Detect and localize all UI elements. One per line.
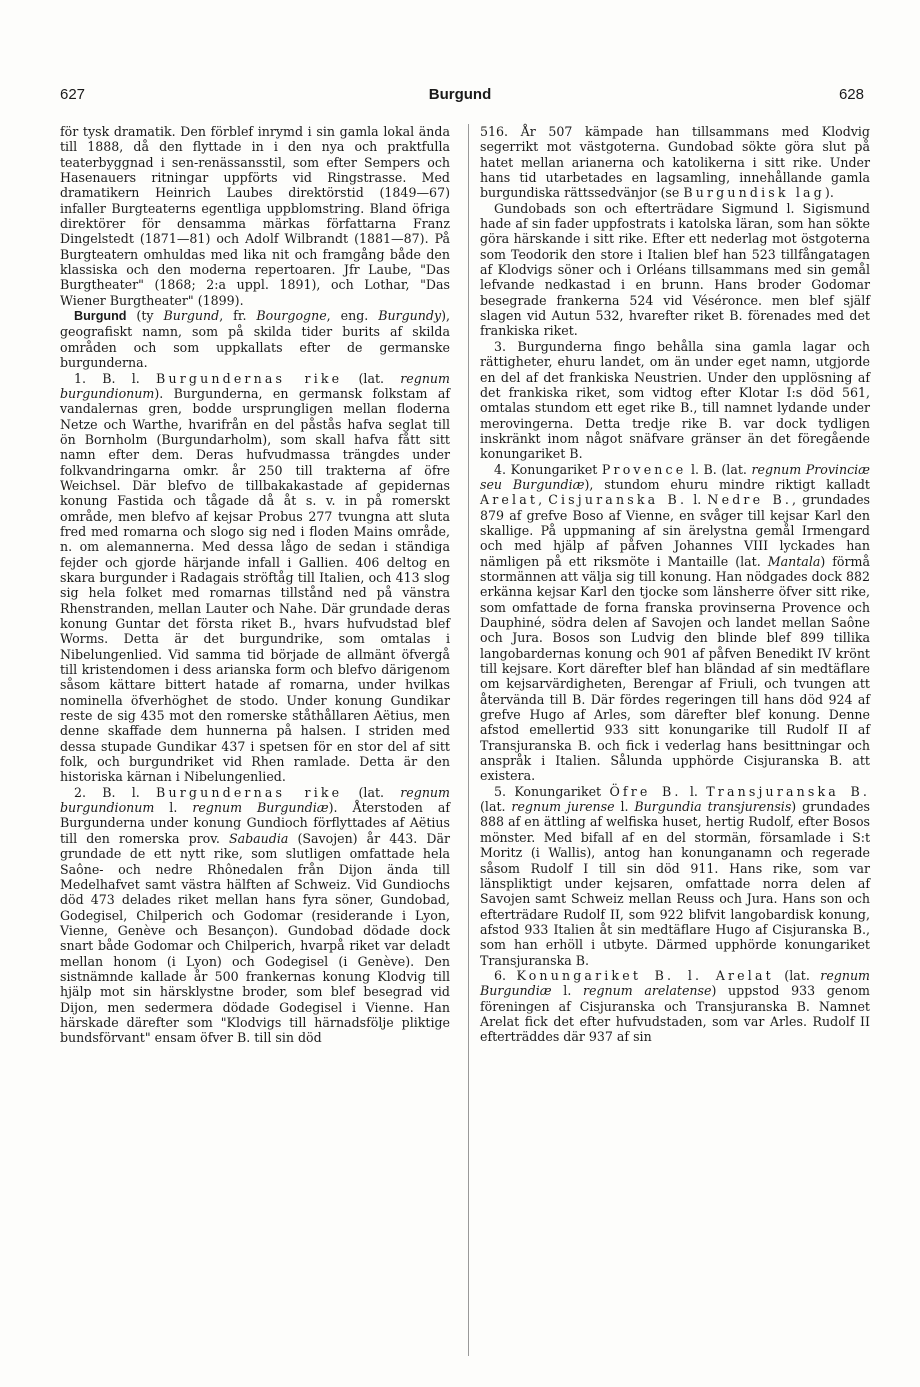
italic-run: regnum jurense — [511, 799, 615, 815]
entry-burgund — [60, 308, 450, 370]
section-2-continued — [480, 124, 870, 201]
italic-run: regnum Burgundiæ — [480, 967, 870, 999]
spaced-term: Burgundernas rike — [156, 370, 343, 386]
text-run: , — [538, 492, 549, 508]
text-run: l. — [687, 492, 708, 508]
text-run: 4. Konungariket — [494, 461, 602, 477]
italic-run: regnum Burgundiæ — [192, 800, 329, 816]
text-run: 2. B. l. — [74, 784, 157, 800]
text-run: l. — [551, 983, 584, 999]
spaced-term: Arelat — [480, 492, 539, 508]
text-run: l. B. (lat. — [686, 461, 752, 477]
section-3-paragraph: 3. Burgunderna fingo behålla sina gamla lagar och rättigheter, ehuru landet, om än under eget namn, utgjorde en del af det frankiska Neustrien. Under den upplösning af det frankiska riket, som vidtog efter Klotar I:s död 561, omtalas stundom ett eget rike B., till namnet lydande under merovingerna. Detta tredje rike B. var dock tydligen inskränkt inom något snäfvare gränser än det föregående konungariket B. — [480, 338, 870, 462]
text-run: 516. År 507 kämpade han tillsammans med Klodvig segerrikt mot västgoterna. Gundobad sökte göra slut på hatet mellan arianerna och katolikerna i sitt rike. Under hans tid utarbetades en lagsamling, innehållande gamla burgundiska rättssedvänjor (se — [480, 124, 870, 201]
text-run: ), geografiskt namn, som på skilda tider burits af skilda områden och som uppkallats efter de germanske burgunderna. — [60, 308, 450, 371]
text-run: (ty — [126, 308, 164, 324]
spaced-term: Transjuranska B. — [706, 783, 870, 799]
text-run: , eng. — [326, 308, 379, 324]
text-run: (Savojen) år 443. Där grundade de ett nytt rike, som slutligen omfattade hela Saône- och nedre Rhônedalen från Dijon ända till Medelhafvet samt västra hälften af Schweiz. Vid Gundiochs död 473 delades riket mellan hans fyra söner, Gundobad, Godegisel, Chilperich och Godomar (residerande i Lyon, Vienne, Genève och Besançon). Gundobad dödade dock snart både Godomar och Chilperich, hvarpå riket var deladt mellan honom (i Lyon) och Godegisel (i Genève). Den sistnämnde kallade år 500 frankernas konung Klodvig till hjälp mot sin härsklystne broder, som blef besegrad vid Dijon, men sedermera dödade Godegisel i Vienne. Han härskade därefter som "Klodvigs till härnadsfölje pliktige bundsförvant" ensam öfver B. till sin död — [60, 830, 450, 1046]
text-run: 5. Konungariket — [494, 783, 610, 799]
italic-run: regnum burgundionum — [60, 784, 450, 816]
italic-run: regnum Provinciæ seu Burgundiæ — [480, 461, 870, 492]
text-run: 6. — [494, 967, 517, 983]
paragraph-burgtheater-continued: för tysk dramatik. Den förblef inrymd i sin gamla lokal ända till 1888, då den flyttade in i den nya och praktfulla teaterbyggnad i sen-renässansstil, som efter Sempers och Hasenauers ritningar uppförts vid Ringstrasse. Med dramatikern Heinrich Laubes direktörstid (1849—67) infaller Burgteaterns egentliga uppblomstring. Bland öfriga direktörer för densamma märkas författarna Franz Dingelstedt (1871—81) och Adolf Wilbrandt (1881—87). På Burgteatern omhuldas med lika nit och framgång både den klassiska och den moderna repertoaren. Jfr Laube, "Das Burgtheater" (1868; 2:a uppl. 1891), och Lothar, "Das Wiener Burgtheater" (1899). — [60, 124, 450, 308]
text-run: l. — [154, 800, 193, 816]
right-page-number: 628 — [838, 86, 864, 103]
section-5-paragraph — [480, 784, 870, 968]
spaced-term: Konungariket B. l. Arelat — [516, 967, 774, 983]
italic-run: regnum burgundionum — [60, 370, 450, 401]
italic-run: Burgundy — [378, 308, 442, 324]
left-page-number: 627 — [60, 86, 86, 103]
text-run: (lat. — [773, 967, 821, 983]
right-column — [480, 124, 870, 1045]
text-run: 1. B. l. — [74, 370, 157, 386]
section-1-paragraph — [60, 371, 450, 785]
text-run: ). — [824, 185, 834, 201]
headword: Burgund — [74, 309, 127, 324]
section-4-paragraph — [480, 462, 870, 784]
italic-run: Burgund — [163, 308, 220, 324]
running-title: Burgund — [428, 86, 492, 103]
text-run: ), stundom ehuru mindre riktigt kalladt — [584, 476, 870, 492]
text-run: , grundades 879 af grefve Boso af Vienne, en svåger till kejsar Karl den skallige. På uppmaning af sin ärelystna gemål Irmengard och med hjälp af påfven Johannes VIII lyckades han nämligen på ett riksmöte i Mantaille (lat. — [480, 492, 871, 569]
text-run: l. — [681, 783, 707, 799]
italic-run: Sabaudia — [228, 830, 289, 846]
column-divider — [468, 124, 469, 1356]
italic-run: Bourgogne — [256, 308, 327, 324]
left-column — [60, 124, 450, 1046]
italic-run: Burgundia transjurensis — [634, 799, 792, 815]
spaced-term: Nedre B. — [707, 492, 793, 508]
italic-run: regnum arelatense — [583, 983, 712, 999]
text-run: (lat. — [480, 799, 512, 815]
section-6-paragraph — [480, 968, 870, 1045]
text-run: (lat. — [342, 370, 401, 386]
text-run: ). Återstoden af Burgunderna under konung Gundioch förflyttades af Aëtius till den romerska prov. — [60, 800, 450, 846]
text-run: ). Burgunderna, en germansk folkstam af vandalernas gren, bodde ursprungligen mellan floderna Netze och Warthe, hvarifrån en del påstås hafva seglat till ön Bornholm (Burgundarholm), som skall hafva fått sitt namn efter dem. Deras hufvudmassa trängdes under folkvandringarna omkr. år 250 till trakterna af öfre Weichsel. Där blefvo de tillbakakastade af gepidernas konung Fastida och tågade då åt s. v. in på romerskt område, men blefvo af kejsar Probus 277 tvungna att sluta fred med romarna och slogo sig ned i floden Mains område, n. om alemannerna. Med dessa lågo de sedan i ständiga fejder och gjorde härjande infall i Gallien. 406 deltog en skara burgunder i Radagais ströftåg till Italien, och 413 slog sig hela folket med romarnas tillstånd ned på vänstra Rhenstranden, mellan Lauter och Nahe. Där grundade deras konung Guntar det första riket B., hvars hufvudstad blef Worms. Detta är det burgundrike, som omtalas i Nibelungenlied. Vid samma tid började de allmänt öfvergå till kristendomen i dess arianska form och blefvo därigenom såsom kättare bittert hatade af romarna, under hvilkas nominella öfverhöghet de stodo. Under konung Gundikar reste de sig 435 mot den romerske ståthållaren Aëtius, men denne skaffade dem hunnerna på halsen. I striden med dessa stupade Gundikar 437 i spetsen för en stor del af sitt folk, och burgundriket vid Rhen ramlade. Detta är den historiska kärnan i Nibelungenlied. — [60, 385, 450, 785]
spaced-term: Cisjuranska B. — [548, 492, 688, 508]
text-run: ) förmå stormännen att välja sig till konung. Han nödgades dock 882 erkänna kejsar Karl den tjocke som länsherre öfver sitt rike, som omfattade de forna franska provinserna Provence och Dauphiné, södra delen af Savojen och landet mellan Saône och Jura. Bosos son Ludvig den blinde blef 899 tillika langobardernas konung och 901 af påfven Benedikt IV krönt till kejsare. Kort därefter blef han bländad af sin medtäflare om kejsarvärdigheten, Berengar af Friuli, och tvungen att återvända till B. Där fördes regeringen till hans död 924 af grefve Hugo af Arles, som därefter blef konung. Denne afstod emellertid 933 sitt konungarike till Rudolf II af Transjuranska B. och fick i vederlag hans besittningar och anspråk i Italien. Sålunda upphörde Cisjuranska B. att existera. — [480, 553, 870, 784]
text-run: , fr. — [219, 308, 257, 324]
italic-run: Mantala — [767, 553, 821, 569]
text-run: l. — [614, 799, 635, 815]
cross-reference-link[interactable]: Burgundisk lag — [683, 185, 825, 201]
section-2-paragraph — [60, 785, 450, 1046]
spaced-term: Provence — [601, 461, 687, 477]
spaced-term: Öfre B. — [609, 783, 682, 799]
text-run: (lat. — [342, 784, 401, 800]
sigmund-paragraph: Gundobads son och efterträdare Sigmund l. Sigismund hade af sin fader uppfostrats i katolska läran, som han sökte göra härskande i sitt rike. Efter ett nederlag mot östgoterna som Teodorik den store i Italien blef han 523 tillfångatagen af Klodvigs söner och i Orléans tillsammans med sin gemål lefvande nedkastad i en brunn. Hans broder Godomar besegrade frankerna 524 vid Véséronce. men blef själf slagen vid Autun 532, hvarefter riket B. förenades med det frankiska riket. — [480, 200, 870, 339]
text-run: ) grundades 888 af en ättling af welfiska huset, hertig Rudolf, efter Bosos mönster. Med bifall af en del stormän, församlade i S:t Moritz (i Wallis), antog han konunganamn och regerade såsom Rudolf I till sin död 911. Hans rike, som var länspliktigt under kejsaren, omfattade norra delen af Savojen samt Schweiz mellan Reuss och Jura. Hans son och efterträdare Rudolf II, som 922 blifvit langobardisk konung, afstod 933 Italien åt sin medtäflare Hugo af Cisjuranska B., som han erhöll i utbyte. Därmed upphörde konungariket Transjuranska B. — [480, 799, 870, 968]
page-header — [0, 86, 920, 108]
text-run: ) uppstod 933 genom föreningen af Cisjuranska och Transjuranska B. Namnet Arelat fick det efter hufvudstaden, som var Arles. Rudolf II efterträddes där 937 af sin — [480, 983, 870, 1045]
spaced-term: Burgundernas rike — [156, 784, 343, 800]
